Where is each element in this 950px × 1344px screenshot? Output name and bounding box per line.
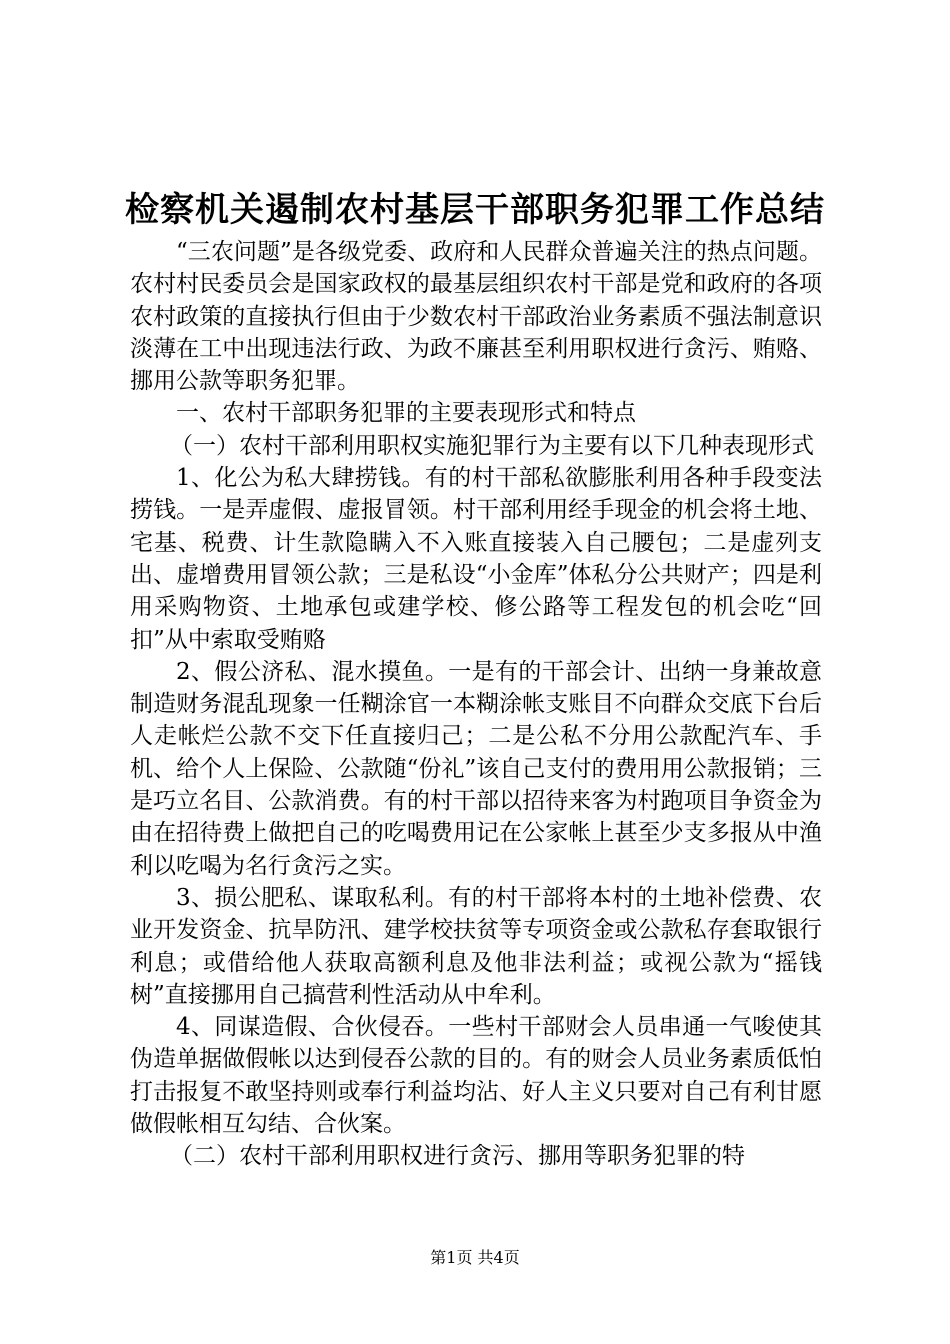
paragraph-item-1: 1、化公为私大肆捞钱。有的村干部私欲膨胀利用各种手段变法捞钱。一是弄虚假、虚报冒领。村干部利用经手现金的机会将土地、宅基、税费、计生款隐瞒入不入账直接装入自己腰包；二是虚列支出、虚增费用冒领公款；三是私设“小金库”体私分公共财产；四是利用采购物资、土地承包或建学校、修公路等工程发包的机会吃“回扣”从中索取受贿赂	[130, 465, 822, 653]
paragraph-item-4: 4、同谋造假、合伙侵吞。一些村干部财会人员串通一气唆使其伪造单据做假帐以达到侵吞公款的目的。有的财会人员业务素质低怕打击报复不敢坚持则或奉行利益均沾、好人主义只要对自己有利甘愿做假帐相互勾结、合伙案。	[130, 1014, 822, 1138]
section-heading-1: 一、农村干部职务犯罪的主要表现形式和特点	[176, 400, 636, 427]
paragraph-intro: “三农问题”是各级党委、政府和人民群众普遍关注的热点问题。农村村民委员会是国家政权的最基层组织农村干部是党和政府的各项农村政策的直接执行但由于少数农村干部政治业务素质不强法制意识淡薄在工中出现违法行政、为政不廉甚至利用职权进行贪污、贿赂、挪用公款等职务犯罪。	[130, 239, 822, 395]
document-title: 检察机关遏制农村基层干部职务犯罪工作总结	[125, 190, 825, 230]
subsection-heading-1: （一）农村干部利用职权实施犯罪行为主要有以下几种表现形式	[170, 432, 814, 459]
document-body	[130, 236, 822, 1173]
page-number: 第1页 共4页	[430, 1248, 520, 1267]
paragraph-item-2: 2、假公济私、混水摸鱼。一是有的干部会计、出纳一身兼故意制造财务混乱现象一任糊涂官一本糊涂帐支账目不向群众交底下台后人走帐烂公款不交下任直接归己；二是公私不分用公款配汽车、手机、给个人上保险、公款随“份礼”该自己支付的费用用公款报销；三是巧立名目、公款消费。有的村干部以招待来客为村跑项目争资金为由在招待费上做把自己的吃喝费用记在公家帐上甚至少支多报从中渔利以吃喝为名行贪污之实。	[130, 658, 822, 879]
paragraph-item-3: 3、损公肥私、谋取私利。有的村干部将本村的土地补偿费、农业开发资金、抗旱防汛、建学校扶贫等专项资金或公款私存套取银行利息；或借给他人获取高额利息及他非法利益；或视公款为“摇钱树”直接挪用自己搞营利性活动从中牟利。	[130, 884, 822, 1008]
subsection-heading-2: （二）农村干部利用职权进行贪污、挪用等职务犯罪的特	[170, 1143, 745, 1170]
